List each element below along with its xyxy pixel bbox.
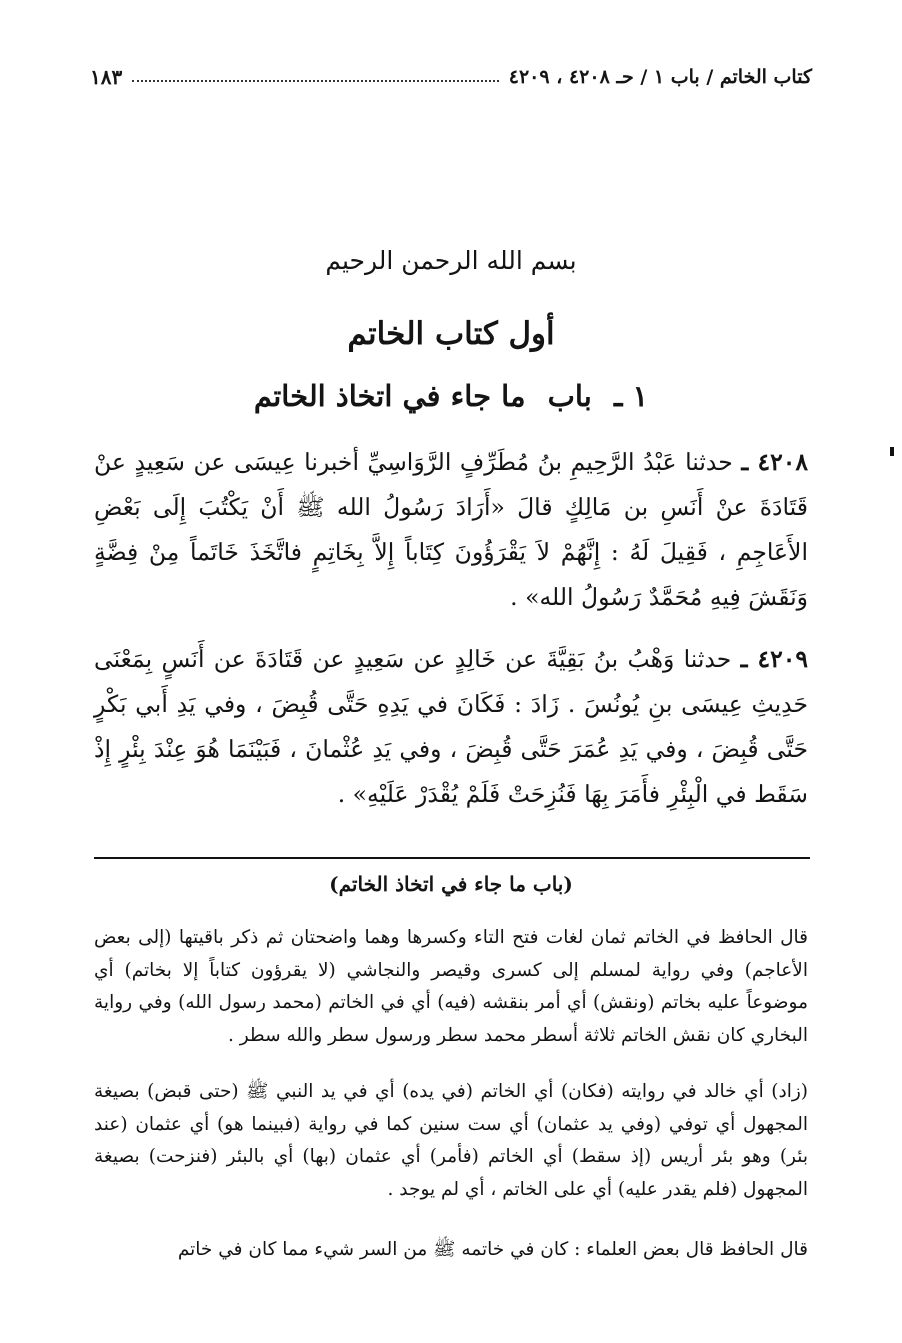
chapter-title: ما جاء في اتخاذ الخاتم	[253, 379, 526, 413]
chapter-number: ١ ـ	[613, 379, 649, 413]
hadith-number: ٤٢٠٨ ـ	[741, 448, 808, 476]
hadith-paragraph	[94, 440, 808, 620]
hadith-paragraph	[94, 637, 808, 817]
book-title: أول كتاب الخاتم	[347, 316, 555, 352]
footnote-divider	[94, 857, 810, 859]
hadith-text: حدثنا عَبْدُ الرَّحِيمِ بنُ مُطَرِّفٍ الرَّوَاسِيِّ أخبرنا عِيسَى عن سَعِيدٍ عنْ قَتَادَةَ عنْ أَنَسِ بن مَالِكٍ قالَ «أَرَادَ رَسُولُ الله ﷺ أَنْ يَكْتُبَ إِلَى بَعْضِ الأَعَاجِمِ ، فَقِيلَ لَهُ : إِنَّهُمْ لاَ يَقْرَؤُونَ كِتَاباً إِلاَّ بِخَاتِمٍ فاتَّخَذَ خَاتَماً مِنْ فِضَّةٍ وَنَقَشَ فِيهِ مُحَمَّدٌ رَسُولُ الله» .	[94, 448, 808, 611]
chapter-heading	[0, 379, 902, 413]
commentary-paragraph	[94, 1234, 808, 1267]
hadith-text: حدثنا وَهْبُ بنُ بَقِيَّةَ عن خَالِدٍ عن سَعِيدٍ عن قَتَادَةَ عن أَنَسٍ بِمَعْنَى حَدِيثِ عِيسَى بنِ يُونُسَ . زَادَ : فَكَانَ في يَدِهِ حَتَّى قُبِضَ ، وفي يَدِ أَبي بَكْرٍ حَتَّى قُبِضَ ، وفي يَدِ عُمَرَ حَتَّى قُبِضَ ، وفي يَدِ عُثْمانَ ، فَبَيْنَمَا هُوَ عِنْدَ بِئْرٍ إِذْ سَقَط في الْبِئْرِ فأَمَرَ بِهَا فَنُزِحَتْ فَلَمْ يُقْدَرْ عَلَيْهِ» .	[94, 645, 808, 808]
commentary-title: (باب ما جاء في اتخاذ الخاتم)	[329, 872, 573, 896]
page-number: ١٨٣	[90, 65, 123, 89]
commentary-paragraph	[94, 922, 808, 1052]
hadith-number: ٤٢٠٩ ـ	[740, 645, 808, 673]
commentary-text: قال الحافظ قال بعض العلماء : كان في خاتمه ﷺ من السر شيء مما كان في خاتم	[177, 1239, 808, 1260]
commentary-paragraph	[94, 1076, 808, 1206]
running-head	[90, 60, 812, 94]
commentary-text: قال الحافظ في الخاتم ثمان لغات فتح التاء وكسرها وهما واضحتان ثم ذكر باقيتها (إلى بعض الأعاجم) وفي رواية لمسلم إلى كسرى وقيصر والنجاشي (لا يقرؤون كتاباً إلا بخاتم) أي موضوعاً عليه بخاتم (ونقش) أي أمر بنقشه (فيه) أي في الخاتم (محمد رسول الله) وفي رواية البخاري كان نقش الخاتم ثلاثة أسطر محمد سطر ورسول سطر والله سطر .	[94, 927, 808, 1046]
margin-mark	[890, 447, 894, 456]
commentary-text: (زاد) أي خالد في روايته (فكان) أي الخاتم (في يده) أي في يد النبي ﷺ (حتى قبض) بصيغة المجهول أي توفي (وفي يد عثمان) أي ست سنين كما في رواية (فبينما هو) أي عثمان (عند بئر) وهو بئر أريس (إذ سقط) أي الخاتم (فأمر) أي عثمان (بها) أي بالبئر (فنزحت) بصيغة المجهول (فلم يقدر عليه) أي على الخاتم ، أي لم يوجد .	[94, 1081, 808, 1200]
dotted-leader	[132, 80, 499, 82]
basmala: بسم الله الرحمن الرحيم	[325, 246, 577, 275]
chapter-label: باب	[547, 379, 592, 413]
running-head-title: كتاب الخاتم / باب ١ / حـ ٤٢٠٨ ، ٤٢٠٩	[508, 66, 812, 88]
